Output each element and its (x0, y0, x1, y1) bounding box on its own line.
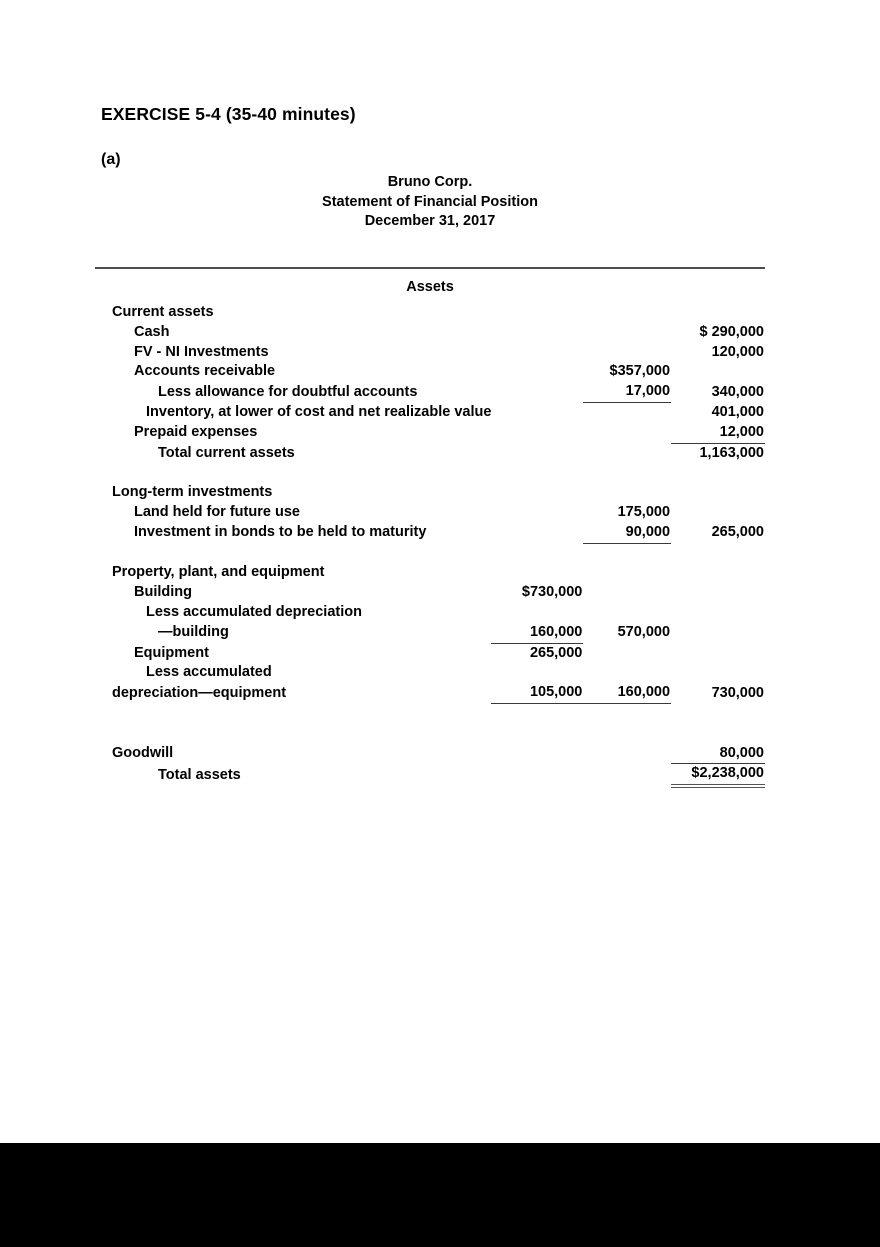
table-row (112, 663, 765, 683)
table-row (112, 343, 765, 363)
row-col2 (583, 443, 671, 463)
table-row (112, 563, 765, 583)
row-col1 (491, 663, 583, 683)
row-col3 (671, 643, 765, 663)
row-label: Equipment (134, 644, 209, 661)
row-col2 (583, 303, 671, 323)
table-row (112, 503, 765, 523)
table-row (112, 643, 765, 663)
table-row (112, 362, 765, 382)
row-col3 (671, 663, 765, 683)
row-col2: 160,000 (583, 683, 671, 703)
row-col2 (583, 563, 671, 583)
row-col1 (491, 323, 583, 343)
row-col3: 12,000 (671, 423, 765, 443)
part-label: (a) (101, 151, 121, 168)
row-col1 (491, 503, 583, 523)
row-col1 (491, 402, 583, 422)
row-col3: 340,000 (711, 383, 764, 400)
row-label: Less allowance for doubtful accounts (158, 383, 418, 400)
row-label: Building (134, 584, 192, 601)
statement-header (95, 173, 765, 232)
row-col2 (583, 483, 671, 503)
row-label: Accounts receivable (134, 363, 276, 380)
row-col3 (671, 503, 765, 523)
row-col3: 730,000 (711, 684, 764, 701)
row-col1 (491, 603, 583, 623)
row-col2 (583, 603, 671, 623)
table-row (112, 523, 765, 543)
row-col1 (491, 343, 583, 363)
row-col2 (583, 402, 671, 422)
row-label: Prepaid expenses (134, 424, 258, 441)
row-col2 (583, 663, 671, 683)
statement-date: December 31, 2017 (364, 213, 496, 229)
row-col1 (491, 523, 583, 543)
row-col2 (583, 643, 671, 663)
row-label: Long-term investments (112, 484, 273, 501)
table-row (112, 402, 765, 422)
company-name: Bruno Corp. (387, 174, 473, 190)
row-label: Current assets (112, 304, 214, 320)
row-spacer (112, 463, 765, 483)
row-col3: $ 290,000 (699, 323, 764, 340)
row-col3: 80,000 (671, 744, 765, 764)
row-col1 (491, 744, 583, 764)
row-label: Less accumulated depreciation (146, 603, 362, 620)
row-label: Investment in bonds to be held to maturity (134, 524, 427, 541)
table-row (112, 423, 765, 443)
row-col1: 265,000 (529, 644, 583, 661)
row-col2: 570,000 (617, 624, 671, 641)
row-label: FV - NI Investments (134, 343, 269, 360)
row-col1 (491, 382, 583, 402)
row-col1 (491, 443, 583, 463)
row-col1: $730,000 (521, 584, 583, 601)
row-col1: 105,000 (491, 683, 583, 703)
row-col3 (671, 583, 765, 603)
table-row (112, 744, 765, 764)
row-col1: 160,000 (491, 623, 583, 643)
row-label: depreciation—equipment (112, 684, 287, 701)
row-label: Land held for future use (134, 503, 300, 520)
row-col2 (583, 744, 671, 764)
table-row (112, 683, 765, 703)
row-label: Total assets (158, 767, 241, 784)
statement-of-financial-position-table (112, 303, 765, 788)
row-col3 (671, 362, 765, 382)
row-spacer (112, 724, 765, 744)
table-row (112, 382, 765, 402)
row-label: Less accumulated (146, 664, 272, 681)
table-row (112, 303, 765, 323)
row-label: Property, plant, and equipment (112, 564, 325, 581)
table-row (112, 583, 765, 603)
header-divider (95, 267, 765, 269)
row-col2: 17,000 (583, 382, 671, 402)
table-row (112, 603, 765, 623)
row-col3 (671, 563, 765, 583)
row-label: Cash (134, 323, 170, 340)
table-row (112, 443, 765, 463)
row-col3: 401,000 (711, 403, 764, 420)
table-row (112, 483, 765, 503)
row-label: Total current assets (158, 444, 295, 461)
row-spacer (112, 543, 765, 563)
row-col2 (583, 323, 671, 343)
row-col2 (583, 423, 671, 443)
exercise-title: EXERCISE 5-4 (35-40 minutes) (101, 104, 356, 124)
row-col3: 265,000 (711, 524, 764, 541)
row-col3-grand-total: $2,238,000 (671, 764, 765, 786)
row-label: —building (158, 624, 229, 641)
row-col2: 90,000 (583, 523, 671, 543)
row-label: Goodwill (112, 745, 174, 762)
page-bottom-black-band (0, 1143, 880, 1247)
row-col1 (491, 362, 583, 382)
row-col3 (671, 303, 765, 323)
row-col1 (491, 483, 583, 503)
row-col3 (671, 623, 765, 643)
table-row-total (112, 764, 765, 786)
table-row (112, 323, 765, 343)
row-col1 (491, 423, 583, 443)
statement-rows (112, 303, 765, 786)
row-label: Inventory, at lower of cost and net realizable value (146, 403, 492, 420)
row-col2: 175,000 (617, 503, 671, 520)
row-spacer (112, 703, 765, 723)
row-col2: $357,000 (609, 363, 671, 380)
row-col2 (583, 343, 671, 363)
row-col1 (491, 764, 583, 786)
statement-title: Statement of Financial Position (322, 193, 538, 210)
row-col1 (491, 303, 583, 323)
row-col1 (491, 563, 583, 583)
row-col3: 120,000 (711, 343, 764, 360)
row-col2 (583, 764, 671, 786)
table-row (112, 623, 765, 643)
row-col3 (671, 603, 765, 623)
row-col2 (583, 583, 671, 603)
section-heading-assets: Assets (406, 279, 454, 295)
row-col3: 1,163,000 (699, 444, 764, 461)
row-col3 (671, 483, 765, 503)
